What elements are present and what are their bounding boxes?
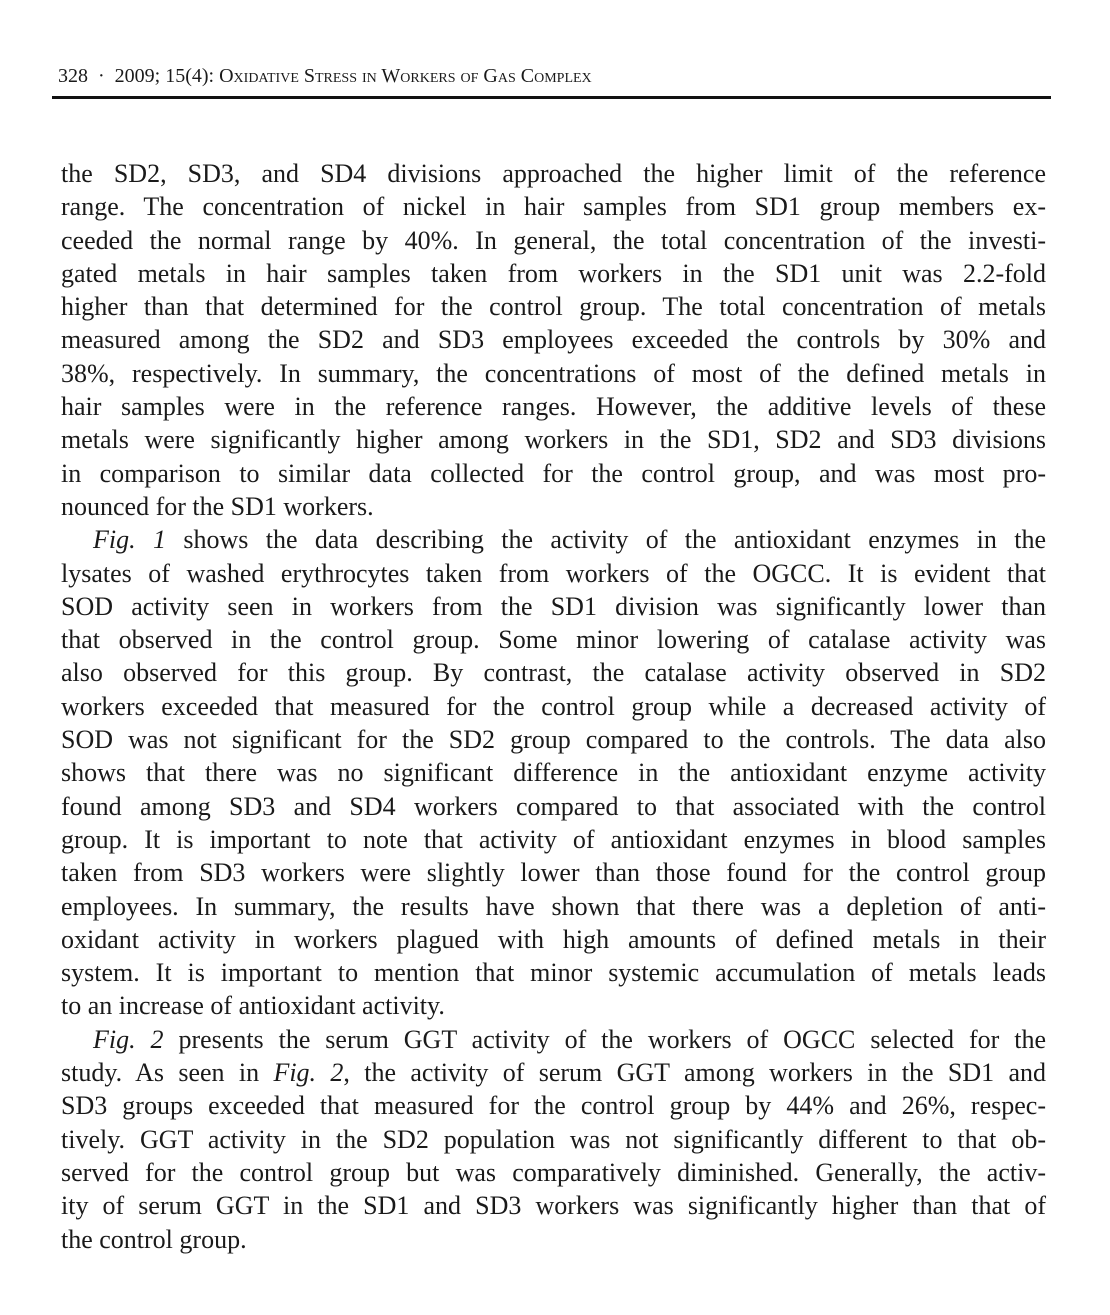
- text-run: shows the data describing the activity of the antioxidant enzymes in the: [165, 525, 1046, 555]
- text-line: the SD2, SD3, and SD4 divisions approached the higher limit of the reference: [61, 159, 1046, 188]
- text-line: [61, 1056, 1046, 1089]
- text-line: metals were significantly higher among workers in the SD1, SD2 and SD3 divisions: [61, 425, 1046, 455]
- header-rule: [52, 96, 1051, 99]
- running-header: [58, 62, 1053, 90]
- text-line: shows that there was no significant difference in the antioxidant enzyme activity: [61, 758, 1046, 788]
- page-number: 328: [58, 65, 88, 87]
- text-line: [61, 1023, 1046, 1056]
- text-line: that observed in the control group. Some minor lowering of catalase activity was: [61, 625, 1046, 655]
- text-run: , the activity of serum GGT among workers in the SD1 and: [343, 1058, 1046, 1088]
- text-line: lysates of washed erythrocytes taken from workers of the OGCC. It is evident that: [61, 558, 1046, 588]
- text-line: SOD was not significant for the SD2 group compared to the controls. The data also: [61, 725, 1046, 755]
- text-line: group. It is important to note that activity of antioxidant enzymes in blood samples: [61, 824, 1046, 854]
- figure-reference: Fig. 1: [93, 525, 166, 555]
- text-line: system. It is important to mention that minor systemic accumulation of metals leads: [61, 958, 1046, 988]
- figure-reference: Fig. 2: [93, 1024, 164, 1054]
- text-line: higher than that determined for the control group. The total concentration of metals: [61, 292, 1046, 322]
- text-line: gated metals in hair samples taken from workers in the SD1 unit was 2.2-fold: [61, 258, 1046, 288]
- text-line: to an increase of antioxidant activity.: [61, 991, 445, 1021]
- text-line: hair samples were in the reference ranges. However, the additive levels of these: [61, 392, 1046, 422]
- text-line: measured among the SD2 and SD3 employees exceeded the controls by 30% and: [61, 325, 1046, 355]
- header-separator: ·: [98, 65, 105, 87]
- text-run: study. As seen in: [61, 1058, 274, 1088]
- text-line: also observed for this group. By contrast, the catalase activity observed in SD2: [61, 658, 1046, 688]
- text-line: oxidant activity in workers plagued with high amounts of defined metals in their: [61, 924, 1046, 954]
- text-line: tively. GGT activity in the SD2 population was not significantly different to that ob-: [61, 1124, 1046, 1154]
- paragraph-2: [61, 523, 1046, 1022]
- text-run: presents the serum GGT activity of the workers of OGCC selected for the: [163, 1024, 1046, 1054]
- paragraph-3: [61, 1023, 1046, 1256]
- figure-reference: Fig. 2: [273, 1058, 344, 1088]
- text-line: served for the control group but was comparatively diminished. Generally, the activ-: [61, 1157, 1046, 1187]
- text-line: nounced for the SD1 workers.: [61, 491, 374, 521]
- text-line: employees. In summary, the results have shown that there was a depletion of anti-: [61, 891, 1046, 921]
- text-line: range. The concentration of nickel in hair samples from SD1 group members ex-: [61, 192, 1046, 222]
- text-line: SOD activity seen in workers from the SD1 division was significantly lower than: [61, 591, 1046, 621]
- text-line: 38%, respectively. In summary, the concentrations of most of the defined metals in: [61, 358, 1046, 388]
- text-line: ceeded the normal range by 40%. In general, the total concentration of the investi-: [61, 225, 1046, 255]
- text-line: the control group.: [61, 1224, 247, 1254]
- text-line: found among SD3 and SD4 workers compared to that associated with the control: [61, 791, 1046, 821]
- journal-citation: 2009; 15(4):: [114, 65, 215, 87]
- text-line: workers exceeded that measured for the control group while a decreased activity of: [61, 691, 1046, 721]
- text-line: SD3 groups exceeded that measured for the control group by 44% and 26%, respec-: [61, 1091, 1046, 1121]
- body-text: [61, 157, 1046, 1256]
- text-line: taken from SD3 workers were slightly lower than those found for the control group: [61, 858, 1046, 888]
- text-line: [61, 523, 1046, 556]
- text-line: ity of serum GGT in the SD1 and SD3 workers was significantly higher than that of: [61, 1191, 1046, 1221]
- running-title: Oxidative Stress in Workers of Gas Complex: [219, 65, 592, 87]
- paragraph-1: [61, 157, 1046, 523]
- text-line: in comparison to similar data collected for the control group, and was most pro-: [61, 458, 1046, 488]
